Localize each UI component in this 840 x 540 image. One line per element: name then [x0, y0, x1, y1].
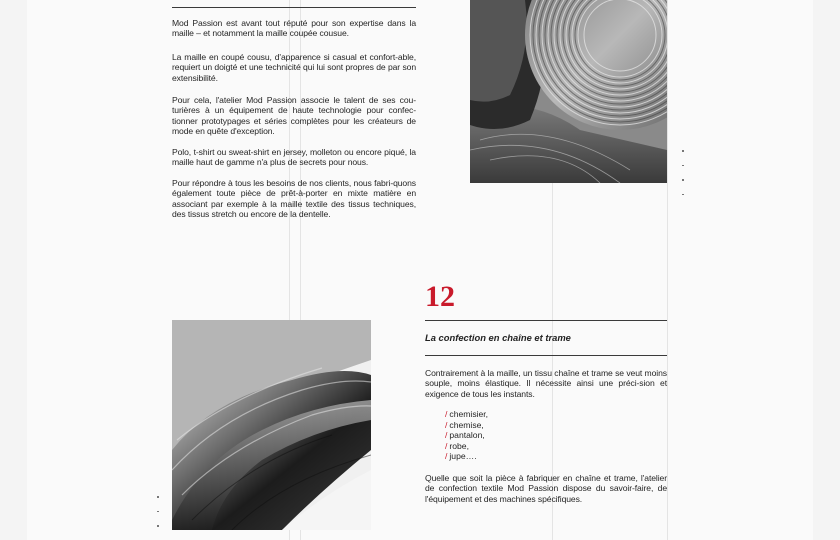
grid-line — [667, 0, 668, 540]
section-number: 12 — [425, 280, 455, 313]
list-marker: / — [445, 451, 448, 462]
paragraph-polo: Polo, t-shirt ou sweat-shirt en jersey, molleton ou encore piqué, la maille haut de gamme n'a plus de secrets pour nous. — [172, 147, 416, 168]
section-intro: Contrairement à la maille, un tissu chaîne et trame se veut moins souple, moins élastique. Il nécessite ainsi une préci-sion et exigence de tous les instants. — [425, 368, 667, 399]
list-marker: / — [445, 409, 448, 419]
list-marker: / — [445, 419, 448, 430]
section-rule-bottom — [425, 355, 667, 356]
paragraph-atelier: Pour cela, l'atelier Mod Passion associe le talent de ses cou-turières à un équipement de haute technologie pour confec-tionner prototypages et séries complètes pour les créateurs de mode en quête d'exception. — [172, 95, 416, 137]
list-item: / pantalon, — [445, 430, 485, 441]
top-rule — [172, 7, 416, 8]
list-item: / chemisier, — [445, 409, 489, 419]
page — [27, 0, 813, 540]
list-item: / chemise, — [445, 419, 484, 430]
list-item: / robe, — [445, 440, 469, 451]
decorative-dots — [157, 496, 159, 540]
decorative-dots — [682, 150, 684, 208]
fabric-rolls-photo — [470, 0, 667, 183]
list-marker: / — [445, 430, 448, 441]
fabric-drape-photo — [172, 320, 371, 530]
paragraph-besoins: Pour répondre à tous les besoins de nos clients, nous fabri-quons également toute pièce de prêt-à-porter en mixte matière en associant par exemple à la maille textile des tissus techniques, des tissus stretch ou encore de la dentelle. — [172, 178, 416, 220]
paragraph-expertise: Mod Passion est avant tout réputé pour son expertise dans la maille – et notamment la maille coupée cousue. — [172, 18, 416, 39]
garment-list — [445, 409, 488, 462]
section-closing: Quelle que soit la pièce à fabriquer en chaîne et trame, l'atelier de confection textile Mod Passion dispose du savoir-faire, de l'équipement et des machines spécifiques. — [425, 473, 667, 504]
list-item: / jupe…. — [445, 451, 477, 462]
list-marker: / — [445, 440, 448, 451]
section-title: La confection en chaîne et trame — [425, 332, 571, 343]
paragraph-coupe-cousu: La maille en coupé cousu, d'apparence si casual et confort-able, requiert un doigté et une technicité qui lui sont propres de par son extensibilité. — [172, 52, 416, 83]
section-rule-top — [425, 320, 667, 321]
